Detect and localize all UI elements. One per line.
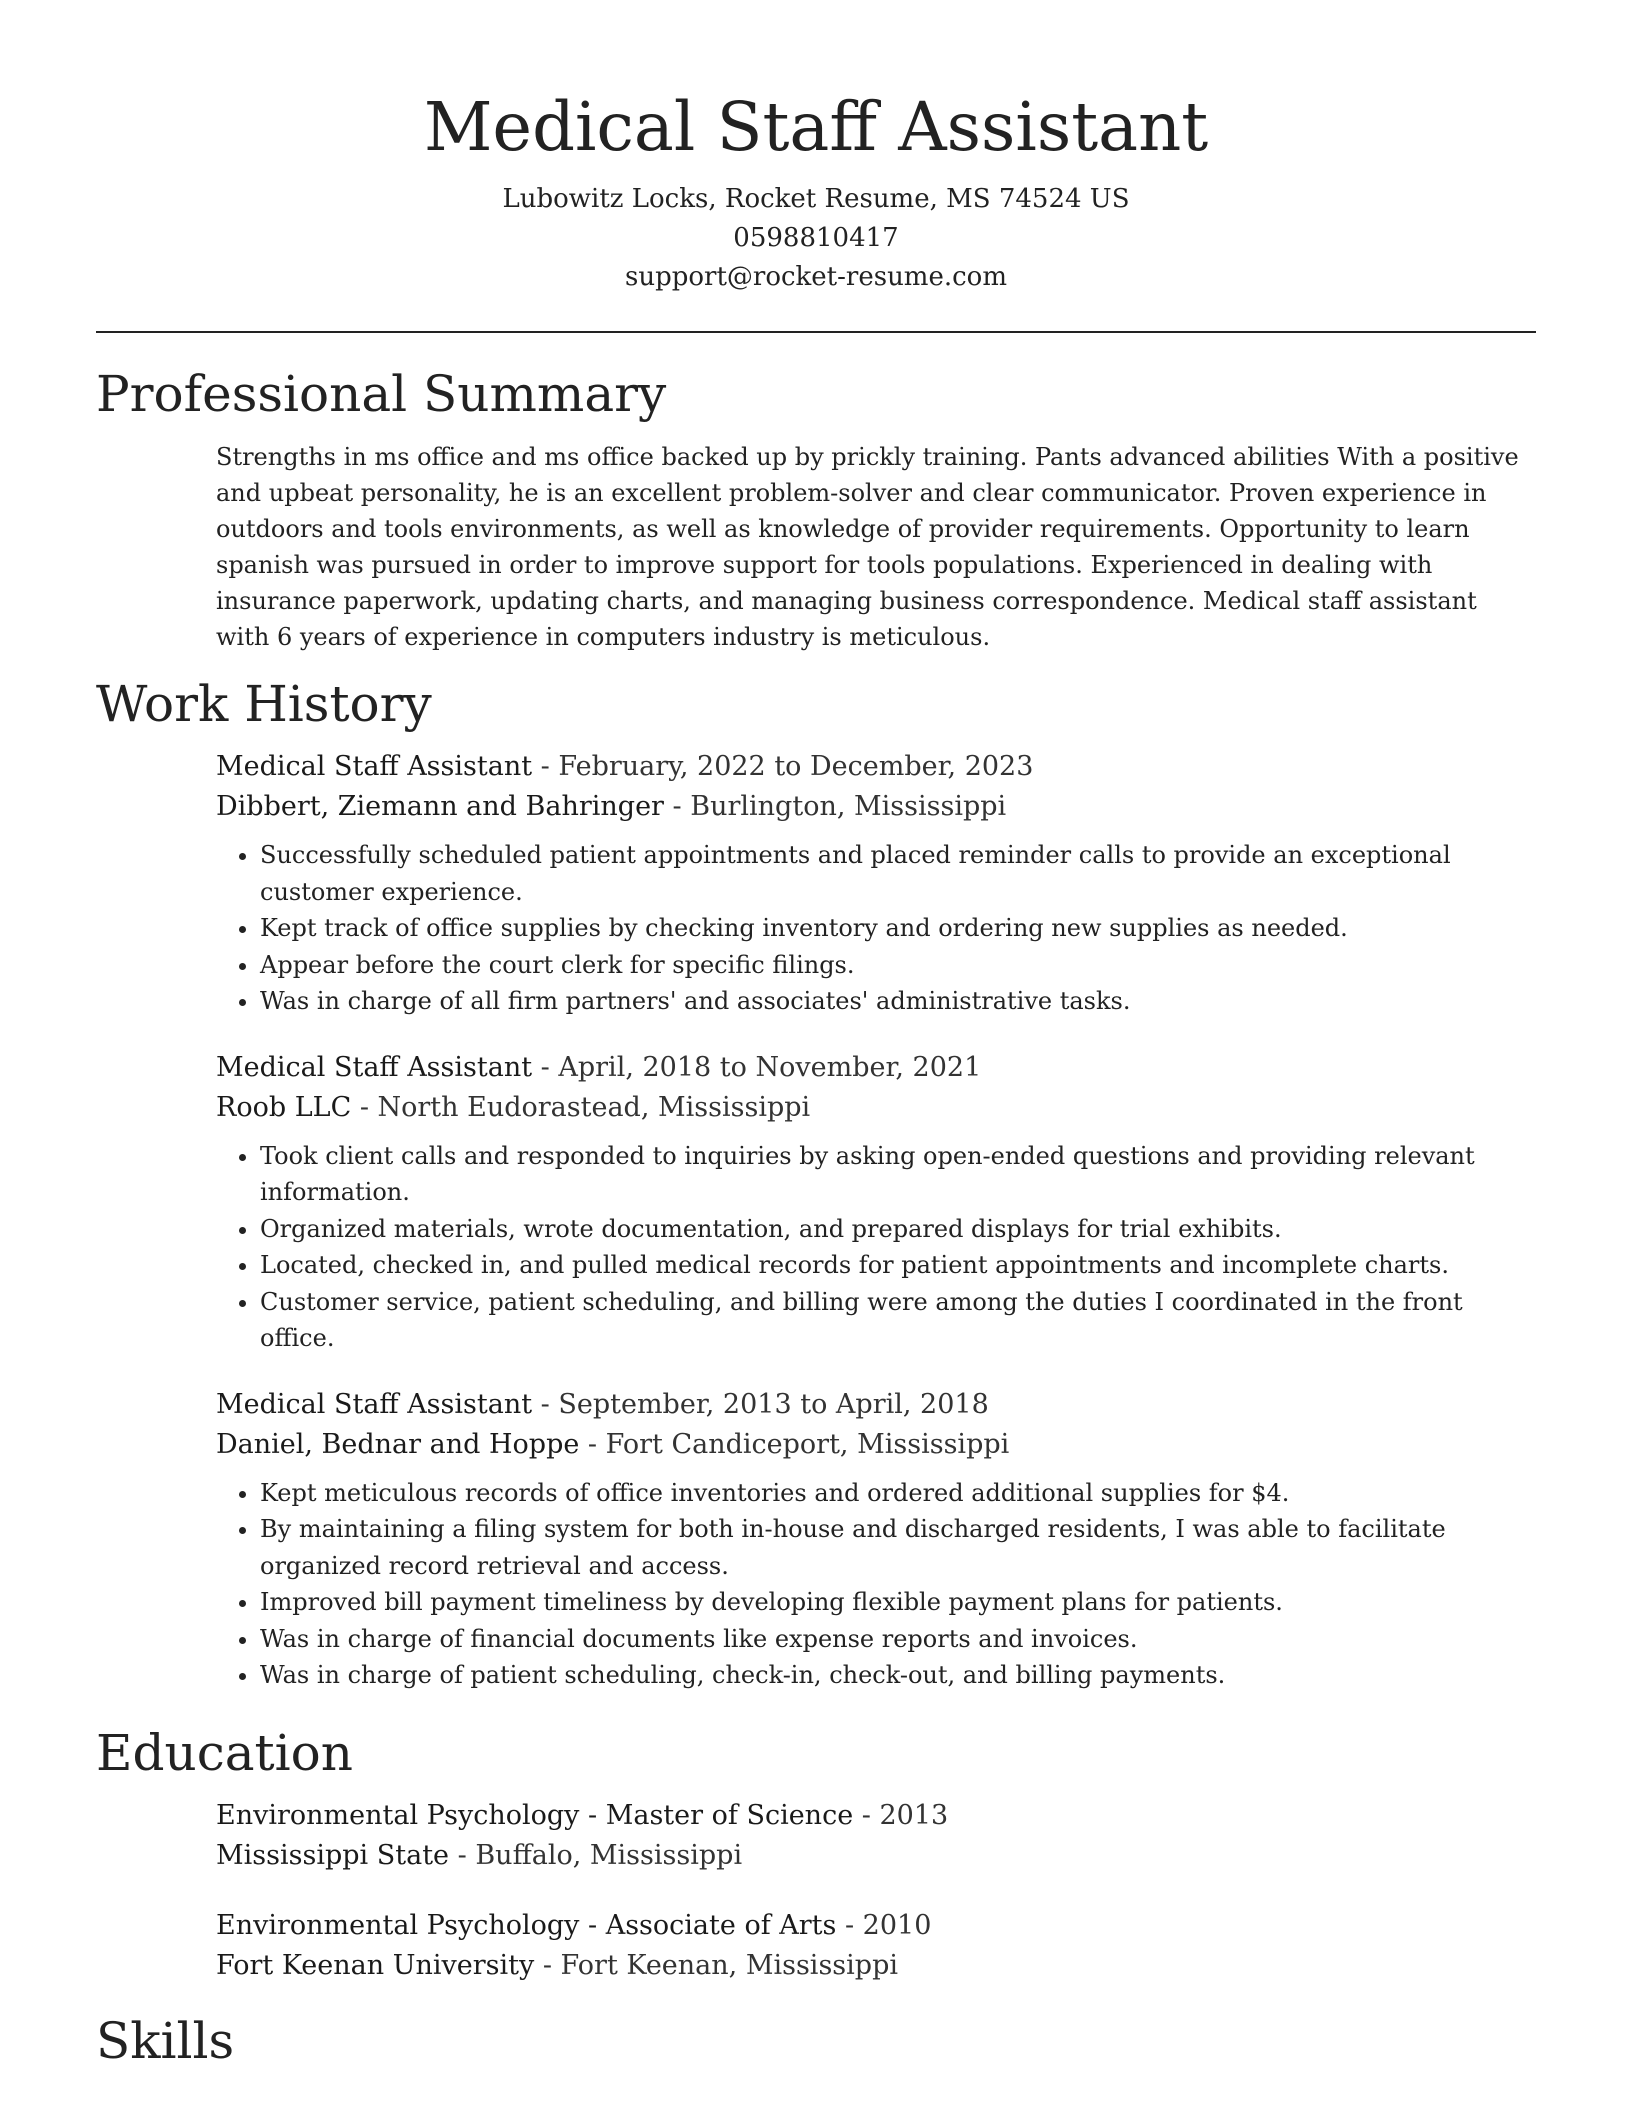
job-company: Dibbert, Ziemann and Bahringer — [216, 791, 664, 822]
job-company: Daniel, Bednar and Hoppe — [216, 1428, 580, 1460]
job-entry — [216, 747, 1536, 1020]
job-dates: - February, 2022 to December, 2023 — [532, 751, 1034, 782]
contact-phone: 0598810417 — [733, 223, 899, 253]
education-year: - 2013 — [853, 1799, 949, 1831]
education-location: - Buffalo, Mississippi — [449, 1839, 743, 1871]
education-school: Fort Keenan University — [216, 1949, 535, 1981]
education-school-line — [216, 1946, 1536, 1986]
contact-email: support@rocket-resume.com — [624, 262, 1007, 292]
education-degree: Environmental Psychology - Associate of Arts — [216, 1909, 837, 1941]
education-location: - Fort Keenan, Mississippi — [534, 1949, 898, 1981]
job-company-line — [216, 1088, 1536, 1128]
education-degree-line — [216, 1906, 1536, 1946]
job-title-line — [216, 747, 1536, 787]
skills-heading: Skills — [96, 2011, 235, 2070]
job-bullet: • Improved bill payment timeliness by developing flexible payment plans for patients. — [260, 1584, 1536, 1621]
job-company-line — [216, 1425, 1536, 1465]
education-degree: Environmental Psychology - Master of Science — [216, 1799, 854, 1831]
job-location: - North Eudorastead, Mississippi — [351, 1091, 811, 1123]
education-year: - 2010 — [836, 1909, 932, 1941]
job-entry — [216, 1385, 1536, 1694]
education-school: Mississippi State — [216, 1839, 450, 1871]
job-bullet-list — [216, 1138, 1536, 1357]
work-history-heading: Work History — [96, 675, 432, 733]
contact-block — [96, 180, 1536, 297]
job-title: Medical Staff Assistant — [216, 1388, 533, 1420]
job-title-line — [216, 1385, 1536, 1425]
education-degree-line — [216, 1796, 1536, 1836]
header-divider — [96, 331, 1536, 333]
job-title: Medical Staff Assistant — [216, 1051, 533, 1083]
skills-section — [96, 2010, 1536, 2072]
job-bullet: • Was in charge of all firm partners' and associates' administrative tasks. — [260, 983, 1536, 1020]
work-history-section — [96, 673, 1536, 1694]
job-bullet: • Customer service, patient scheduling, and billing were among the duties I coordinated in the front office. — [260, 1284, 1536, 1357]
job-bullet: • Was in charge of patient scheduling, check-in, check-out, and billing payments. — [260, 1657, 1536, 1694]
education-section — [96, 1722, 1536, 1986]
summary-text: Strengths in ms office and ms office backed up by prickly training. Pants advanced abilities With a positive and upbeat personality, he is an excellent problem-solver and clear communicator. Proven experience in outdoors and tools environments, as well as knowledge of provider requirements. Opportunity to learn spanish was pursued in order to improve support for tools populations. Experienced in dealing with insurance paperwork, updating charts, and managing business correspondence. Medical staff assistant with 6 years of experience in computers industry is meticulous. — [216, 443, 1519, 651]
job-location: - Burlington, Mississippi — [663, 791, 1007, 822]
job-bullet: • Organized materials, wrote documentation, and prepared displays for trial exhibits. — [260, 1211, 1536, 1248]
job-bullet-list — [216, 1475, 1536, 1694]
job-bullet-list — [216, 837, 1536, 1020]
resume-header — [96, 0, 1536, 297]
job-entry — [216, 1048, 1536, 1357]
education-heading: Education — [96, 1723, 353, 1782]
job-bullet: • Took client calls and responded to inquiries by asking open-ended questions and providing relevant information. — [260, 1138, 1536, 1211]
job-bullet: • Kept meticulous records of office inventories and ordered additional supplies for $4. — [260, 1475, 1536, 1512]
job-location: - Fort Candiceport, Mississippi — [579, 1428, 1010, 1460]
summary-heading: Professional Summary — [96, 365, 667, 423]
job-company: Roob LLC — [216, 1091, 352, 1123]
job-company-line — [216, 787, 1536, 827]
summary-section — [96, 363, 1536, 655]
job-title-line — [216, 1048, 1536, 1088]
education-entry — [216, 1796, 1536, 1876]
education-entry — [216, 1906, 1536, 1986]
job-title: Medical Staff Assistant — [216, 751, 533, 782]
job-dates: - September, 2013 to April, 2018 — [532, 1388, 989, 1420]
job-bullet: • By maintaining a filing system for both in-house and discharged residents, I was able to facilitate organized record retrieval and access. — [260, 1511, 1536, 1584]
job-bullet: • Successfully scheduled patient appointments and placed reminder calls to provide an exceptional customer experience. — [260, 837, 1536, 910]
candidate-name: Medical Staff Assistant — [423, 88, 1209, 166]
job-bullet: • Kept track of office supplies by checking inventory and ordering new supplies as needed. — [260, 910, 1536, 947]
resume-page — [96, 0, 1536, 2072]
education-school-line — [216, 1836, 1536, 1876]
job-bullet: • Was in charge of financial documents like expense reports and invoices. — [260, 1621, 1536, 1658]
job-bullet: • Appear before the court clerk for specific filings. — [260, 947, 1536, 984]
job-bullet: • Located, checked in, and pulled medical records for patient appointments and incomplete charts. — [260, 1247, 1536, 1284]
job-dates: - April, 2018 to November, 2021 — [532, 1051, 982, 1083]
contact-address: Lubowitz Locks, Rocket Resume, MS 74524 US — [502, 184, 1130, 214]
